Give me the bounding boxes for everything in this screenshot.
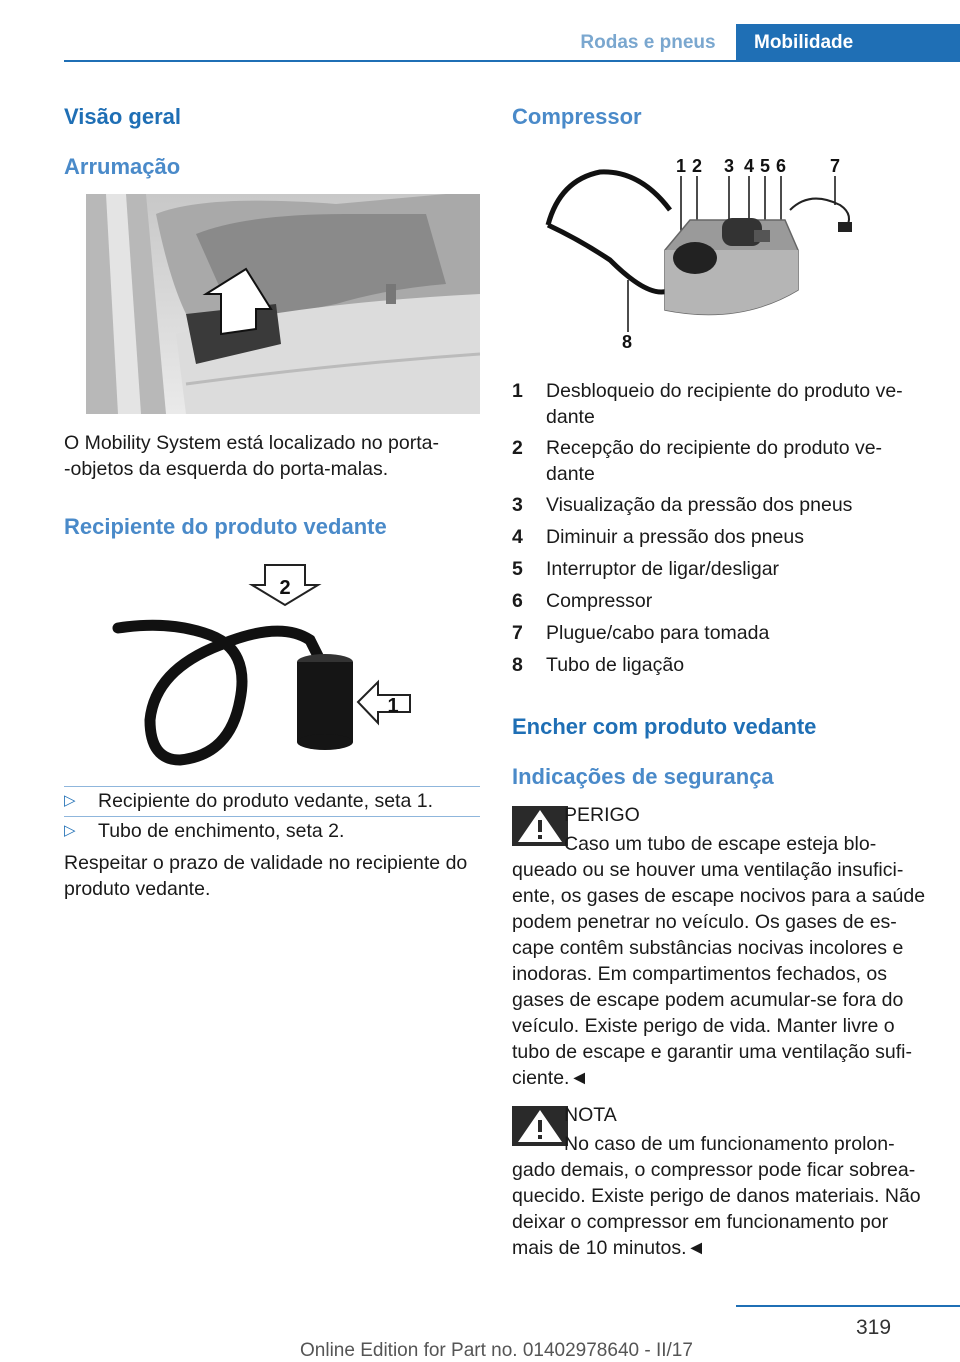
legend-text: Desbloqueio do recipiente do produto ve- dante bbox=[546, 380, 903, 428]
callout-8: 8 bbox=[622, 332, 633, 352]
legend-item bbox=[512, 492, 932, 518]
warning-triangle-icon bbox=[512, 1106, 568, 1146]
legend-number: 3 bbox=[512, 494, 523, 516]
legend-item bbox=[512, 378, 932, 430]
danger-title: PERIGO bbox=[564, 804, 640, 826]
heading-visao-geral: Visão geral bbox=[64, 104, 181, 129]
callout-1: 1 bbox=[676, 156, 687, 176]
page-number: 319 bbox=[856, 1316, 892, 1339]
arrow-2-label: 2 bbox=[279, 577, 291, 599]
storage-description: O Mobility System está localizado no porta- -objetos da esquerda do porta-malas. bbox=[64, 432, 439, 480]
triangle-bullet-icon: ▷ bbox=[64, 822, 76, 839]
list-separator bbox=[64, 816, 480, 817]
compressor-figure bbox=[540, 150, 860, 360]
danger-text: queado ou se houver uma ventilação insufici- ente, os gases de escape nocivos para a saúde podem penetrar no veículo. Os gases de es- cape contêm substâncias nocivas incolores e inodoras. Em compartimentos fechados, os gases de escape podem acumular-se fora do veículo. Existe perigo de vida. Manter livre o tubo de escape e garantir uma ventilação sufi- ciente.◄ bbox=[512, 859, 926, 1089]
legend-item bbox=[512, 556, 932, 582]
legend-item bbox=[512, 588, 932, 614]
note-first-line: No caso de um funcionamento prolon- bbox=[564, 1133, 895, 1155]
legend-text: Compressor bbox=[546, 590, 653, 612]
legend-text: Visualização da pressão dos pneus bbox=[546, 494, 853, 516]
callout-5: 5 bbox=[760, 156, 771, 176]
header-rule bbox=[64, 60, 960, 62]
legend-number: 7 bbox=[512, 622, 523, 644]
footer-rule bbox=[736, 1305, 960, 1307]
legend-item bbox=[512, 652, 932, 678]
bullet-text: Recipiente do produto vedante, seta 1. bbox=[98, 790, 433, 812]
sealant-container-figure bbox=[110, 560, 430, 770]
legend-number: 5 bbox=[512, 558, 523, 580]
note-title: NOTA bbox=[564, 1104, 617, 1126]
edition-footer: Online Edition for Part no. 01402978640 - II/17 bbox=[300, 1340, 693, 1361]
warning-triangle-icon bbox=[512, 806, 568, 846]
legend-number: 4 bbox=[512, 526, 523, 548]
callout-2: 2 bbox=[692, 156, 703, 176]
callout-6: 6 bbox=[776, 156, 787, 176]
validity-note: Respeitar o prazo de validade no recipiente do produto vedante. bbox=[64, 852, 468, 900]
list-separator bbox=[64, 786, 480, 787]
legend-text: Tubo de ligação bbox=[546, 654, 685, 676]
callout-3: 3 bbox=[724, 156, 735, 176]
note-text: gado demais, o compressor pode ficar sobrea- quecido. Existe perigo de danos materiais. Não deixar o compressor em funcionamento por mais de 10 minutos.◄ bbox=[512, 1159, 921, 1259]
legend-text: Plugue/cabo para tomada bbox=[546, 622, 770, 644]
legend-number: 2 bbox=[512, 437, 523, 459]
header-section-mobilidade[interactable]: Mobilidade bbox=[736, 24, 960, 62]
legend-number: 1 bbox=[512, 380, 523, 402]
legend-number: 6 bbox=[512, 590, 523, 612]
heading-arrumacao: Arrumação bbox=[64, 154, 181, 179]
bullet-text: Tubo de enchimento, seta 2. bbox=[98, 820, 345, 842]
legend-number: 8 bbox=[512, 654, 523, 676]
heading-encher: Encher com produto vedante bbox=[512, 714, 817, 739]
legend-text: Interruptor de ligar/desligar bbox=[546, 558, 780, 580]
legend-item bbox=[512, 524, 932, 550]
arrow-1-label: 1 bbox=[387, 695, 399, 717]
callout-4: 4 bbox=[744, 156, 755, 176]
heading-compressor: Compressor bbox=[512, 104, 642, 129]
legend-item bbox=[512, 435, 932, 487]
callout-7: 7 bbox=[830, 156, 841, 176]
legend-text: Diminuir a pressão dos pneus bbox=[546, 526, 804, 548]
legend-item bbox=[512, 620, 932, 646]
legend-text: Recepção do recipiente do produto ve- dante bbox=[546, 437, 883, 485]
triangle-bullet-icon: ▷ bbox=[64, 792, 76, 809]
heading-recipiente: Recipiente do produto vedante bbox=[64, 514, 387, 539]
trunk-storage-photo bbox=[86, 194, 480, 414]
heading-seguranca: Indicações de segurança bbox=[512, 764, 774, 789]
danger-first-line: Caso um tubo de escape esteja blo- bbox=[564, 833, 877, 855]
header-section-rodas[interactable]: Rodas e pneus bbox=[580, 32, 716, 53]
